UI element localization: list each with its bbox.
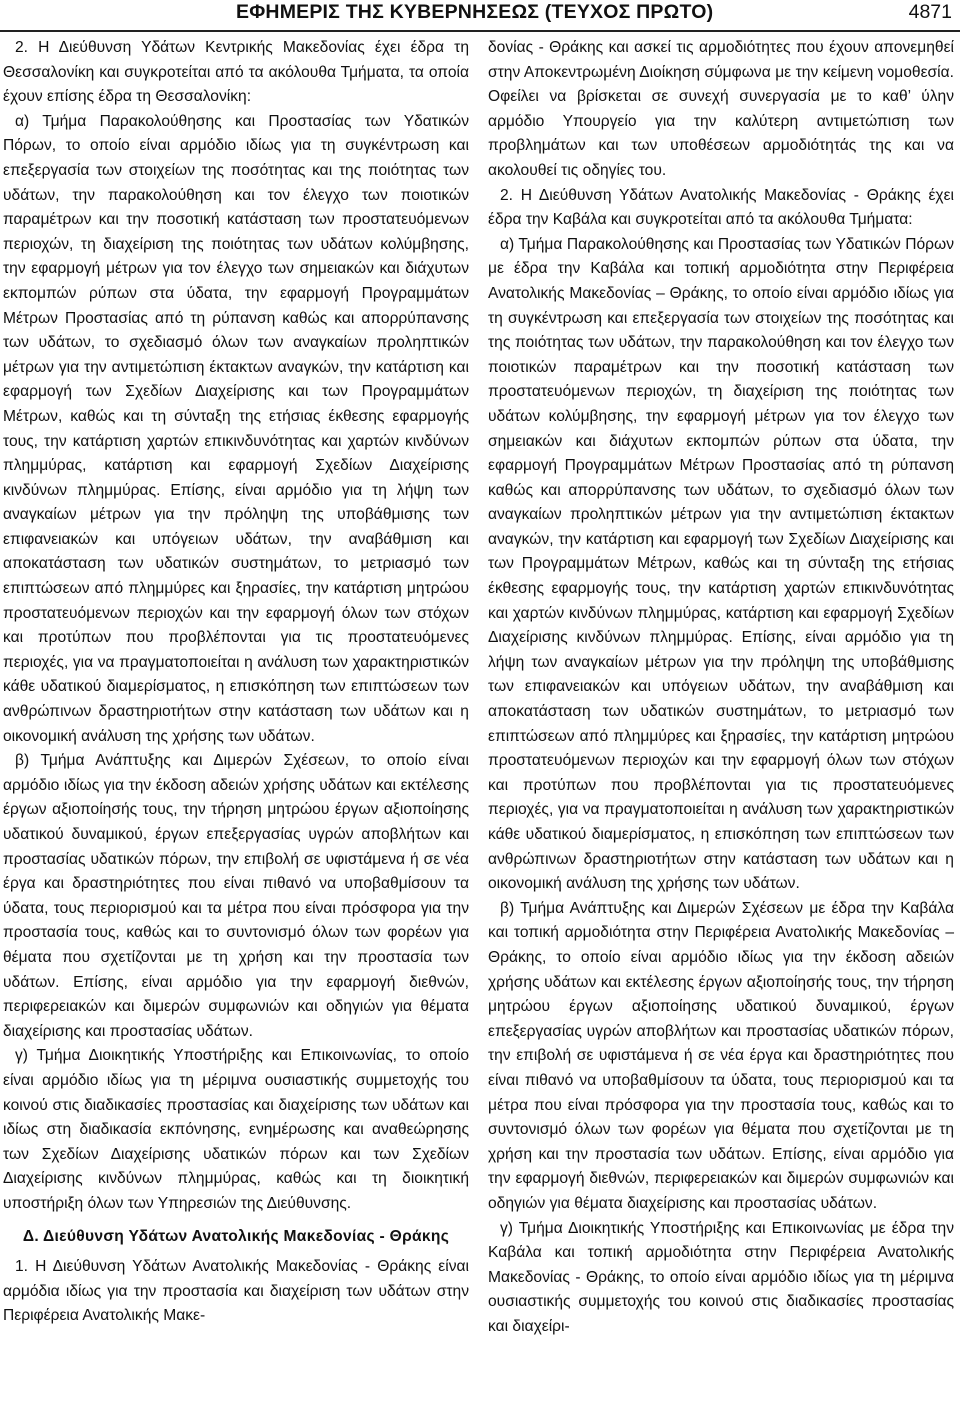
- paragraph-monitoring-department: α) Τμήμα Παρακολούθησης και Προστασίας των Υδατικών Πόρων, το οποίο είναι αρμόδιο ιδίως για τη συγκέντρωση και επεξεργασία των στοιχείων της ποσότητας και της ποιότητας των υδάτων, την παρακολούθηση και τον έλεγχο των ποιοτικών παραμέτρων και την ποσοτική κατάσταση των προστατευόμενων περιοχών, τη διαχείριση της ποιότητας των υδάτων κολύμβησης, την εφαρμογή μέτρων για τον έλεγχο των σημειακών και διάχυτων εκπομπών ρύπων στα ύδατα, την εφαρμογή Προγραμμάτων Μέτρων Προστασίας από τη ρύπανση καθώς και απορρύπανσης των υδάτων, το σχεδιασμό όλων των αναγκαίων προληπτικών μέτρων για την αντιμετώπιση έκτακτων αναγκών, την κατάρτιση και εφαρμογή των Σχεδίων Διαχείρισης και των Προγραμμάτων Μέτρων, καθώς και τη σύνταξη της ετήσιας έκθεσης εφαρμογής τους, την κατάρτιση χαρτών επικινδυνότητας και χαρτών κινδύνων πλημμύρας, κατάρτιση και εφαρμογή Σχεδίων Διαχείρισης κινδύνων πλημμύρας. Επίσης, είναι αρμόδιο για τη λήψη των αναγκαίων μέτρων για την πρόληψη της υποβάθμισης των επιφανειακών και υπόγειων υδάτων, την αναβάθμιση και αποκατάσταση των υδατικών συστημάτων, το μετριασμό των επιπτώσεων από πλημμύρες και ξηρασίες, την κατάρτιση μητρώου προστατευόμενων περιοχών και την εφαρμογή όλων των στόχων και προτύπων που προβλέπονται για τις προστατευόμενες περιοχές, για να πραγματοποιείται η ανάλυση των χαρακτηριστικών κάθε υδατικού διαμερίσματος, η επισκόπηση των επιπτώσεων των ανθρώπινων δραστηριοτήτων στην κατάσταση των υδάτων και η οικονομική ανάλυση της χρήσης των υδάτων.: [3, 112, 469, 745]
- paragraph-east-administrative-department: γ) Τμήμα Διοικητικής Υποστήριξης και Επικοινωνίας με έδρα την Καβάλα και τοπική αρμοδιότητα στην Περιφέρεια Ανατολικής Μακεδονίας - Θράκης, το οποίο είναι αρμόδιο ιδίως για τη μέριμνα ουσιαστικής συμμετοχής του κοινού στις διαδικασίες προστασίας και διαχείρι-: [488, 1219, 954, 1335]
- paragraph-east-macedonia-seat: 2. Η Διεύθυνση Υδάτων Ανατολικής Μακεδονίας - Θράκης έχει έδρα την Καβάλα και συγκροτείται από τα ακόλουθα Τμήματα:: [488, 186, 954, 229]
- gazette-title: ΕΦΗΜΕΡΙΣ ΤΗΣ ΚΥΒΕΡΝΗΣΕΩΣ (ΤΕΥΧΟΣ ΠΡΩΤΟ): [236, 1, 714, 23]
- header-divider: [0, 30, 960, 32]
- section-heading-east-macedonia-thrace: Δ. Διεύθυνση Υδάτων Ανατολικής Μακεδονίας - Θράκης: [22, 1227, 450, 1245]
- paragraph-central-macedonia-seat: 2. Η Διεύθυνση Υδάτων Κεντρικής Μακεδονίας έχει έδρα τη Θεσσαλονίκη και συγκροτείται από τα ακόλουθα Τμήματα, τα οποία έχουν επίσης έδρα τη Θεσσαλονίκη:: [3, 39, 469, 106]
- paragraph-east-development-department: β) Τμήμα Ανάπτυξης και Διμερών Σχέσεων με έδρα την Καβάλα και τοπική αρμοδιότητα στην Περιφέρεια Ανατολικής Μακεδονίας – Θράκης, το οποίο είναι αρμόδιο ιδίως για την έκδοση αδειών χρήσης υδάτων και εκτέλεσης έργων αξιοποίησής τους, την τήρηση μητρώου έργων αξιοποίησης υδατικού δυναμικού, έργων επεξεργασίας υγρών αποβλήτων και προστασίας υδατικών πόρων, την επιβολή σε υφιστάμενα ή σε νέα έργα και δραστηριότητες που είναι πιθανό να υποβαθμίσουν τα ύδατα, τους περιορισμού και τα μέτρα που είναι πρόσφορα για την προστασία τους, καθώς και το συντονισμό όλων των φορέων για θέματα που σχετίζονται με τη χρήση και την προστασία των υδάτων. Επίσης, είναι αρμόδιο για την εφαρμογή διεθνών, περιφερειακών και διμερών συμφωνιών και οδηγιών για θέματα διαχείρισης και προστασίας υδάτων.: [488, 899, 954, 1212]
- paragraph-east-macedonia-continued: δονίας - Θράκης και ασκεί τις αρμοδιότητες που έχουν απονεμηθεί στην Αποκεντρωμένη Διοίκηση σύμφωνα με την κείμενη νομοθεσία. Οφείλει να βρίσκεται σε συνεχή συνεργασία με το καθ’ ύλην αρμόδιο Υπουργείο για την καλύτερη αντιμετώπιση των προβλημάτων και των υποθέσεων αρμοδιότητάς της και να ακολουθεί τις οδηγίες του.: [488, 39, 954, 179]
- page-number: 4871: [908, 1, 952, 23]
- paragraph-development-department: β) Τμήμα Ανάπτυξης και Διμερών Σχέσεων, το οποίο είναι αρμόδιο ιδίως για την έκδοση αδειών χρήσης υδάτων και εκτέλεσης έργων αξιοποίησής τους, την τήρηση μητρώου έργων αξιοποίησης υδατικού δυναμικού, έργων επεξεργασίας υγρών αποβλήτων και προστασίας υδατικών πόρων, την επιβολή σε υφιστάμενα ή σε νέα έργα και δραστηριότητες που είναι πιθανό να υποβαθμίσουν τα ύδατα, τους περιορισμού και τα μέτρα που είναι πρόσφορα για την προστασία τους, καθώς και το συντονισμό όλων των φορέων για θέματα που σχετίζονται με τη χρήση και την προστασία των υδάτων. Επίσης, είναι αρμόδιο για την εφαρμογή διεθνών, περιφερειακών και διμερών συμφωνιών και οδηγιών για θέματα διαχείρισης και προστασίας υδάτων.: [3, 752, 469, 1040]
- paragraph-east-monitoring-department: α) Τμήμα Παρακολούθησης και Προστασίας των Υδατικών Πόρων με έδρα την Καβάλα και τοπική αρμοδιότητα στην Περιφέρεια Ανατολικής Μακεδονίας – Θράκης, το οποίο είναι αρμόδιο ιδίως για τη συγκέντρωση και επεξεργασία των στοιχείων της ποσότητας και της ποιότητας των υδάτων, την παρακολούθηση και τον έλεγχο των ποιοτικών παραμέτρων και την ποσοτική κατάσταση των προστατευόμενων περιοχών, τη διαχείριση της ποιότητας των υδάτων κολύμβησης, την εφαρμογή μέτρων για τον έλεγχο των σημειακών και διάχυτων εκπομπών ρύπων στα ύδατα, την εφαρμογή Προγραμμάτων Μέτρων Προστασίας από τη ρύπανση καθώς και απορρύπανσης των υδάτων, το σχεδιασμό όλων των αναγκαίων προληπτικών μέτρων για την αντιμετώπιση έκτακτων αναγκών, την κατάρτιση και εφαρμογή των Σχεδίων Διαχείρισης και των Προγραμμάτων Μέτρων, καθώς και τη σύνταξη της ετήσιας έκθεσης εφαρμογής τους, την κατάρτιση χαρτών επικινδυνότητας και χαρτών κινδύνων πλημμύρας, κατάρτιση και εφαρμογή Σχεδίων Διαχείρισης κινδύνων πλημμύρας. Επίσης, είναι αρμόδιο για τη λήψη των αναγκαίων μέτρων για την πρόληψη της υποβάθμισης των επιφανειακών και υπόγειων υδάτων, την αναβάθμιση και αποκατάσταση των υδατικών συστημάτων, το μετριασμό των επιπτώσεων από πλημμύρες και ξηρασίες, την κατάρτιση μητρώου προστατευόμενων περιοχών και την εφαρμογή όλων των στόχων και προτύπων που προβλέπονται για τις προστατευόμενες περιοχές, για να πραγματοποιείται η ανάλυση των χαρακτηριστικών κάθε υδατικού διαμερίσματος, η επισκόπηση των επιπτώσεων των ανθρώπινων δραστηριοτήτων στην κατάσταση των υδάτων και η οικονομική ανάλυση της χρήσης των υδάτων.: [488, 235, 954, 893]
- page-header: [0, 0, 960, 38]
- right-column: [488, 36, 954, 1339]
- paragraph-east-macedonia-competence: 1. Η Διεύθυνση Υδάτων Ανατολικής Μακεδονίας - Θράκης είναι αρμόδια ιδίως για την προστασία και διαχείριση των υδάτων στην Περιφέρεια Ανατολικής Μακε-: [3, 1258, 469, 1325]
- paragraph-administrative-department: γ) Τμήμα Διοικητικής Υποστήριξης και Επικοινωνίας, το οποίο είναι αρμόδιο ιδίως για τη μέριμνα ουσιαστικής συμμετοχής του κοινού στις διαδικασίες προστασίας και διαχείρισης των υδάτων και ιδίως στη διαδικασία εκπόνησης, ενημέρωσης και αναθεώρησης των Σχεδίων Διαχείρισης υδατικών πόρων και των Σχεδίων Διαχείρισης κινδύνων πλημμύρας, καθώς και τη διοικητική υποστήριξη όλων των Υπηρεσιών της Διεύθυνσης.: [3, 1047, 469, 1212]
- left-column: [3, 36, 469, 1329]
